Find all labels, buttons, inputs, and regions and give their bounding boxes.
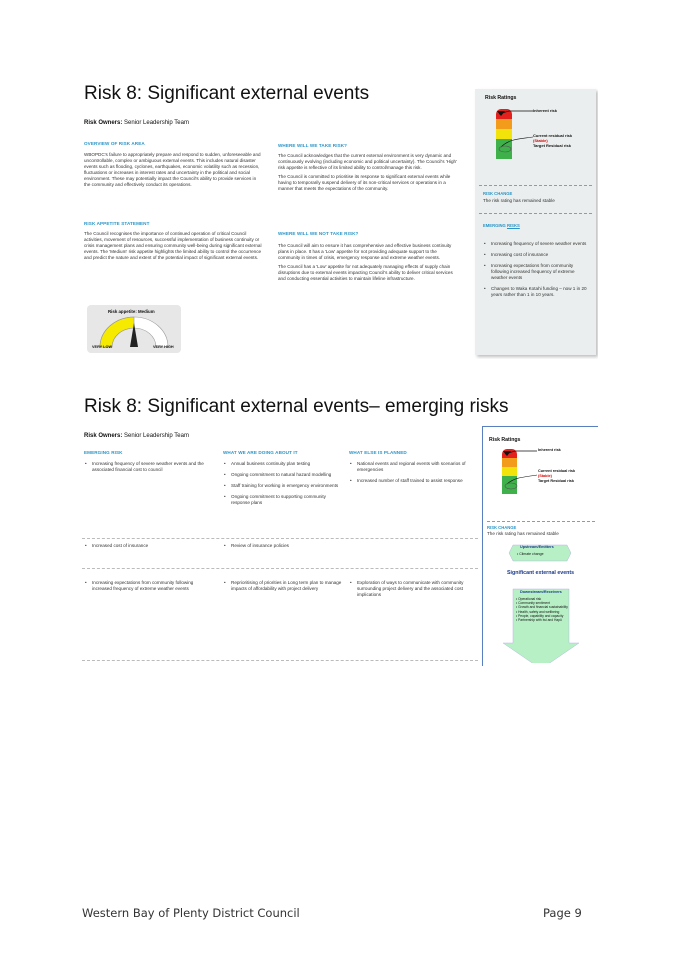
action-item: • Review of insurance policies [231, 543, 340, 549]
emerging-risk-item: • Increasing frequency of severe weather events [491, 241, 590, 247]
action-item: • Ongoing commitment to supporting community response plans [231, 494, 340, 506]
stable-label: (Stable) [533, 138, 548, 143]
row2-doing [224, 543, 340, 554]
action-item: • Staff training for working in emergency environments [231, 483, 340, 489]
target-residual-label: Target Residual risk [533, 143, 571, 148]
row3-risk [85, 580, 203, 597]
gauge-high-label: VERY HIGH [153, 345, 174, 349]
risk-ratings-title: Risk Ratings [489, 437, 521, 443]
row1-risk [85, 461, 219, 478]
slide-emerging-risks [82, 396, 598, 666]
row3-doing [224, 580, 344, 597]
emerging-heading-word: EMERGING [483, 223, 506, 228]
slide-risk-8 [82, 83, 598, 359]
center-title: Significant external events [507, 570, 575, 576]
downstream-item: • Health, safety and wellbeing [516, 609, 560, 614]
row-divider [82, 660, 478, 661]
emerging-risk-item: • Increasing expectations from community following increased frequency of extreme weather events [92, 580, 203, 592]
action-item: • Annual business continuity plan testing [231, 461, 340, 467]
overview-paragraph: WBOPDC's failure to appropriately prepare and respond to sudden, unforeseeable and uncontrollable, complex or ambiguous external events. This includes natural disaster events such as flooding, cyclones, earthquakes, economic volatility such as recession, fluctuations or increases in interest rates and uncertainty in the political and social environment. These may potentially impact the Council's ability to provide services in the community and effectively conduct its operations. [84, 152, 261, 188]
risk-owners [84, 120, 189, 126]
appetite-text [84, 231, 262, 264]
risk-owners-value: Senior Leadership Team [124, 433, 189, 439]
row3-planned [350, 580, 474, 603]
downstream-list [516, 597, 568, 622]
downstream-title: Downstream/Receivers [520, 590, 562, 594]
risk-change-heading: RISK CHANGE [483, 191, 513, 196]
residual-risk-block [538, 469, 575, 484]
risk-ratings-panel [475, 89, 596, 355]
emerging-risk-item: • Increasing frequency of severe weather events and the associated financial cost to council [92, 461, 219, 473]
risk-change-text: The risk rating has remained stable [483, 198, 555, 203]
upstream-title: Upstream/Emitters [520, 545, 554, 549]
risk-change-text: The risk rating has remained stable [487, 531, 559, 536]
risk-ratings-title: Risk Ratings [485, 95, 517, 101]
gauge-label: Risk appetite: Medium [108, 309, 155, 314]
action-item: • Ongoing commitment to natural hazard modelling [231, 472, 340, 478]
emerging-risk-item: • Increasing expectations from community following increased frequency of extreme weather events [491, 263, 590, 281]
emerging-heading-risks: RISKS [506, 223, 520, 228]
emerging-risk-item: • Increasing cost of insurance [491, 252, 590, 258]
risk-change-heading: RISK CHANGE [487, 525, 517, 530]
not-take-risk-heading: WHERE WILL WE NOT TAKE RISK? [278, 231, 359, 236]
take-risk-paragraph-1: The Council acknowledges that the current external environment is very dynamic and continuously evolving (including economic and political uncertainty). The Council's 'High' risk appetite is reflective of its limited ability to control/manage this risk. [278, 153, 457, 171]
emerging-risk-item: • Increased cost of insurance [92, 543, 219, 549]
gauge-low-label: VERY LOW [92, 345, 113, 349]
rating-pointers [483, 427, 598, 507]
inherent-risk-label: Inherent risk [538, 448, 561, 452]
risk-owners-label: Risk Owners: [84, 433, 123, 439]
col-planned-heading: WHAT ELSE IS PLANNED [349, 450, 407, 455]
risk-owners-value: Senior Leadership Team [124, 120, 189, 126]
residual-risk-block [533, 133, 572, 148]
overview-heading: OVERVIEW OF RISK AREA [84, 141, 145, 146]
current-residual-label: Current residual risk [533, 133, 573, 138]
downstream-item: • Community sentiment [516, 601, 550, 606]
row1-planned [350, 461, 474, 489]
risk-owners [84, 433, 189, 439]
planned-item: • Exploration of ways to communicate with community surrounding project delivery and the associated cost implications [357, 580, 474, 598]
footer-organisation: Western Bay of Plenty District Council [82, 906, 300, 920]
panel-divider-2 [479, 213, 592, 214]
downstream-item: • Growth and financial sustainability [516, 605, 568, 610]
downstream-item: • Operational risk [516, 597, 542, 601]
downstream-item: • Partnership with Iwi and Hapū [516, 618, 562, 623]
not-take-risk-paragraph-1: The Council will aim to ensure it has comprehensive and effective business continuity plans in place. It has a 'Low' appetite for not providing adequate support to the community in times of crisis, emergency response and extreme weather events. [278, 243, 452, 261]
col-emerging-risk-heading: EMERGING RISK [84, 450, 123, 455]
emerging-risks-heading [483, 223, 520, 228]
not-take-risk-paragraph-2: The Council has a 'Low' appetite for not adequately managing effects of supply chain disruptions due to external events impacting Council's ability to deliver critical services and conducting essential activities to maintain lifeline infrastructure. [278, 264, 453, 282]
upstream-item: • Climate change [517, 552, 544, 556]
planned-item: • Increased number of staff trained to assist response [357, 478, 474, 484]
row2-risk [85, 543, 219, 554]
take-risk-heading: WHERE WILL WE TAKE RISK? [278, 143, 348, 148]
col-doing-heading: WHAT WE ARE DOING ABOUT IT [223, 450, 298, 455]
not-take-risk-text [278, 243, 458, 286]
panel-divider [479, 185, 592, 186]
appetite-paragraph: The Council recognises the importance of continued operation of critical Council activities, movement of resources, successful implementation of business continuity or crisis management plans and ensuring community well-being during significant external events. The 'Medium' risk appetite highlights the limited ability to control the occurrence and predict the nature and extent of the potential impact of significant external events. [84, 231, 262, 261]
take-risk-text [278, 153, 458, 196]
panel-divider [487, 521, 595, 522]
row-divider [82, 568, 478, 569]
emerging-risks-list [484, 241, 590, 303]
slide-title: Risk 8: Significant external events– emerging risks [84, 396, 509, 417]
target-residual-label: Target Residual risk [538, 479, 575, 483]
risk-ratings-panel [482, 426, 598, 666]
inherent-risk-label: Inherent risk [533, 108, 558, 113]
downstream-item: • People, capability and capacity [516, 613, 564, 618]
overview-text [84, 152, 262, 192]
rating-pointers [475, 89, 596, 169]
risk-appetite-gauge [87, 305, 181, 353]
take-risk-paragraph-2: The Council is committed to prioritise its response to significant external events while having to temporarily suspend delivery of its non-critical services or operations in a manner that meets the expectations of the community. [278, 174, 451, 192]
row1-doing [224, 461, 340, 511]
action-item: • Reprioritising of priorities in Long term plan to manage impacts of affordability with project delivery [231, 580, 344, 592]
row-divider [82, 538, 478, 539]
stable-label: (Stable) [538, 474, 552, 478]
gauge-fill [100, 317, 134, 347]
planned-item: • National events and regional events with scenarios of emergencies [357, 461, 474, 473]
appetite-heading: RISK APPETITE STATEMENT [84, 221, 150, 226]
slide-title: Risk 8: Significant external events [84, 83, 370, 104]
emerging-risk-item: • Changes to Waka Kotahi funding – now 1 in 20 years rather than 1 in 10 years. [491, 286, 590, 298]
current-residual-label: Current residual risk [538, 469, 576, 473]
risk-owners-label: Risk Owners: [84, 120, 123, 126]
footer-page-number: Page 9 [543, 906, 582, 920]
